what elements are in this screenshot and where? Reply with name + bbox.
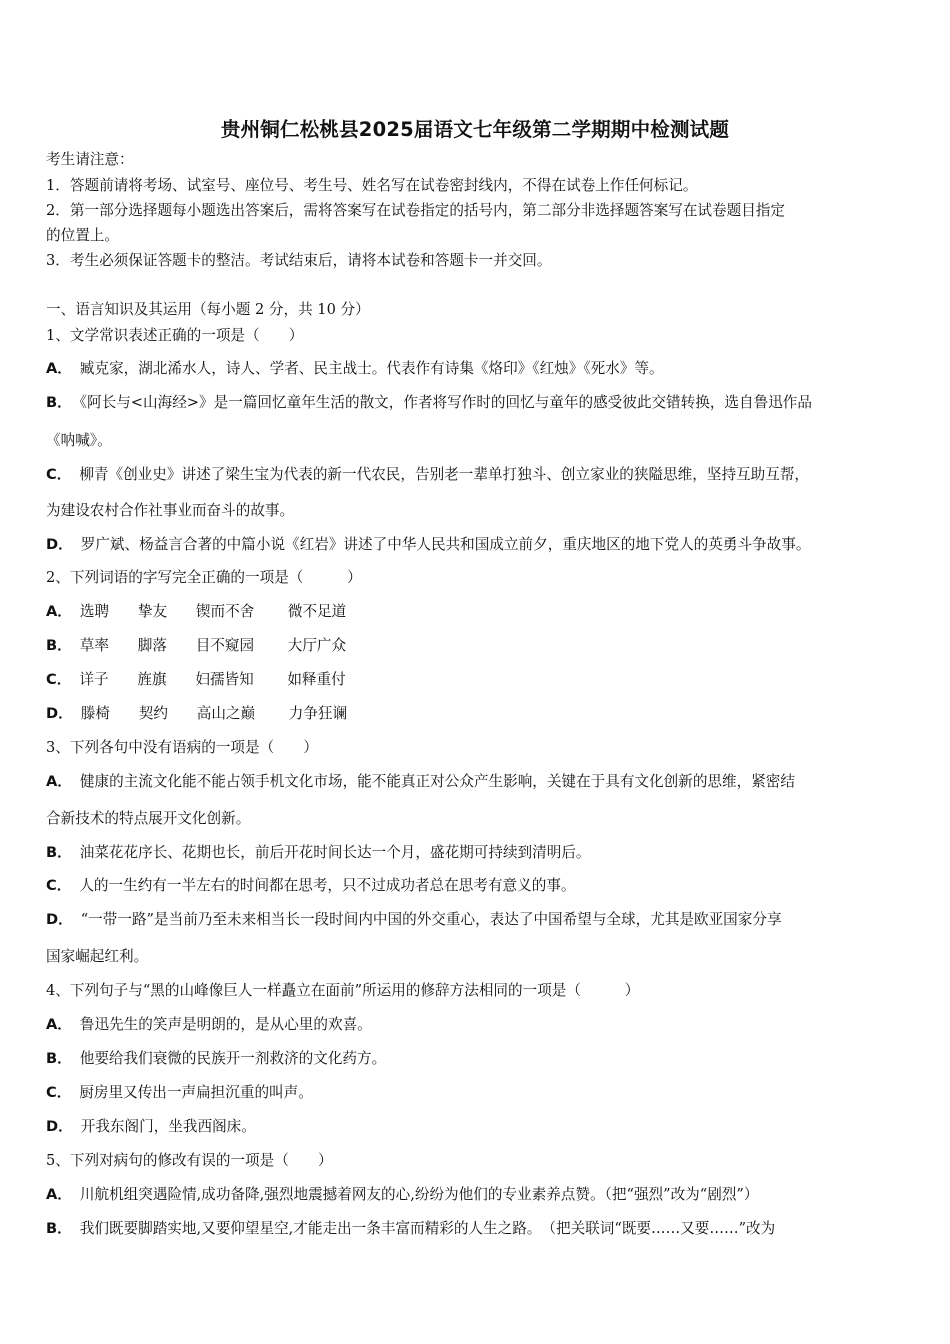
notice-item-2: 2．第一部分选择题每小题选出答案后，需将答案写在试卷指定的括号内，第二部分非选择题答案写在试卷题目指定: [46, 202, 785, 219]
option-text: 罗广斌、杨益言合著的中篇小说《红岩》讲述了中华人民共和国成立前夕，重庆地区的地下党人的英勇斗争故事。: [80, 536, 811, 553]
word: 高山之巅: [196, 705, 256, 722]
option-text: 我们既要脚踏实地,又要仰望星空,才能走出一条丰富而精彩的人生之路。 （把关联词“既要……又要……”改为: [79, 1220, 776, 1237]
option-tag: B．: [46, 637, 72, 654]
question-1-option-a: [46, 359, 664, 379]
option-tag: B．: [46, 1220, 72, 1237]
option-tag: A．: [46, 1186, 72, 1203]
word: 挚友: [137, 603, 168, 620]
notice-item-3: 3．考生必须保证答题卡的整洁。考试结束后，请将本试卷和答题卡一并交回。: [46, 252, 552, 269]
word: 微不足道: [287, 603, 347, 620]
option-tag: D．: [46, 705, 73, 722]
option-tag: C．: [46, 1084, 72, 1101]
option-tag: A．: [46, 603, 72, 620]
question-1-option-d: [46, 535, 810, 555]
word: 滕椅: [80, 705, 110, 722]
option-text: 《阿长与<山海经>》是一篇回忆童年生活的散文，作者将写作时的回忆与童年的感受彼此交错转换，选自鲁迅作品: [79, 394, 812, 411]
question-4-option-b: [46, 1049, 386, 1069]
word: 如释重付: [287, 671, 346, 688]
question-5-option-a: [46, 1185, 758, 1205]
notice-heading: 考生请注意：: [46, 151, 134, 168]
question-2-stem: 2、下列词语的字写完全正确的一项是（ ）: [46, 569, 362, 586]
option-tag: C．: [46, 671, 72, 688]
option-text: 他要给我们衰微的民族开一剂救济的文化药方。: [79, 1050, 387, 1067]
question-4-option-c: [46, 1083, 313, 1103]
option-text: 柳青《创业史》讲述了梁生宝为代表的新一代农民，告别老一辈单打独斗、创立家业的狭隘思维，坚持互助互帮，: [79, 466, 810, 483]
option-text: 鲁迅先生的笑声是明朗的，是从心里的欢喜。: [79, 1016, 372, 1033]
option-text: 臧克家，湖北浠水人，诗人、学者、民主战士。代表作有诗集《烙印》《红烛》《死水》等。: [79, 360, 664, 377]
question-3-stem: 3、下列各句中没有语病的一项是（ ）: [46, 739, 318, 756]
question-5-option-b: [46, 1219, 775, 1239]
question-1-option-c: [46, 465, 809, 485]
option-tag: C．: [46, 466, 72, 483]
word: 大厅广众: [287, 637, 347, 654]
option-text: 厨房里又传出一声扁担沉重的叫声。: [79, 1084, 313, 1101]
word: 契约: [138, 705, 168, 722]
question-1-option-b: [46, 393, 812, 413]
question-4-option-d: [46, 1117, 256, 1137]
option-text: 开我东阁门，坐我西阁床。: [80, 1118, 256, 1135]
option-tag: D．: [46, 911, 73, 928]
question-3-option-a: [46, 772, 795, 792]
question-2-option-d: [46, 704, 347, 724]
question-2-option-c: [46, 670, 346, 690]
option-text: “一带一路”是当前乃至未来相当长一段时间内中国的外交重心，表达了中国希望与全球，尤其是欧亚国家分享: [80, 911, 782, 928]
option-text: 人的一生约有一半左右的时间都在思考，只不过成功者总在思考有意义的事。: [79, 877, 576, 894]
word: 妇孺皆知: [195, 671, 254, 688]
question-2-option-b: [46, 636, 346, 656]
word: 旌旗: [137, 671, 167, 688]
word: 脚落: [137, 637, 167, 654]
question-3-option-d-cont: 国家崛起红利。: [46, 948, 149, 965]
option-tag: A．: [46, 360, 72, 377]
notice-item-2-cont: 的位置上。: [46, 227, 119, 244]
question-1-option-c-cont: 为建设农村合作社事业而奋斗的故事。: [46, 502, 295, 519]
question-3-option-c: [46, 876, 576, 896]
question-5-stem: 5、下列对病句的修改有误的一项是（ ）: [46, 1152, 333, 1169]
option-tag: B．: [46, 844, 72, 861]
word: 锲而不舍: [195, 603, 255, 620]
option-tag: B．: [46, 394, 72, 411]
option-tag: C．: [46, 877, 72, 894]
word: 选聘: [79, 603, 110, 620]
word: 力争狂谰: [288, 705, 348, 722]
page-title: 贵州铜仁松桃县2025届语文七年级第二学期期中检测试题: [220, 118, 730, 141]
option-tag: A．: [46, 773, 72, 790]
question-1-option-b-cont: 《呐喊》。: [46, 432, 112, 449]
question-3-option-a-cont: 合新技术的特点展开文化创新。: [46, 810, 251, 827]
word: 目不窥园: [195, 637, 255, 654]
question-3-option-d: [46, 910, 782, 930]
word: 草率: [79, 637, 109, 654]
section-heading: 一、语言知识及其运用（每小题 2 分，共 10 分）: [46, 301, 370, 318]
question-1-stem: 1、文学常识表述正确的一项是（ ）: [46, 327, 304, 344]
notice-item-1: 1．答题前请将考场、试室号、座位号、考生号、姓名写在试卷密封线内，不得在试卷上作任何标记。: [46, 177, 698, 194]
option-tag: B．: [46, 1050, 72, 1067]
option-text: 健康的主流文化能不能占领手机文化市场，能不能真正对公众产生影响，关键在于具有文化创新的思维，紧密结: [79, 773, 795, 790]
option-tag: D．: [46, 536, 73, 553]
option-tag: A．: [46, 1016, 72, 1033]
option-tag: D．: [46, 1118, 73, 1135]
question-3-option-b: [46, 843, 591, 863]
question-4-option-a: [46, 1015, 372, 1035]
word: 详子: [79, 671, 109, 688]
option-text: 川航机组突遇险情,成功备降,强烈地震撼着网友的心,纷纷为他们的专业素养点赞。（把“强烈”改为“剧烈”）: [79, 1186, 759, 1203]
question-4-stem: 4、下列句子与“黑的山峰像巨人一样矗立在面前”所运用的修辞方法相同的一项是（ ）: [46, 982, 640, 999]
option-text: 油菜花花序长、花期也长，前后开花时间长达一个月，盛花期可持续到清明后。: [79, 844, 591, 861]
question-2-option-a: [46, 602, 346, 622]
